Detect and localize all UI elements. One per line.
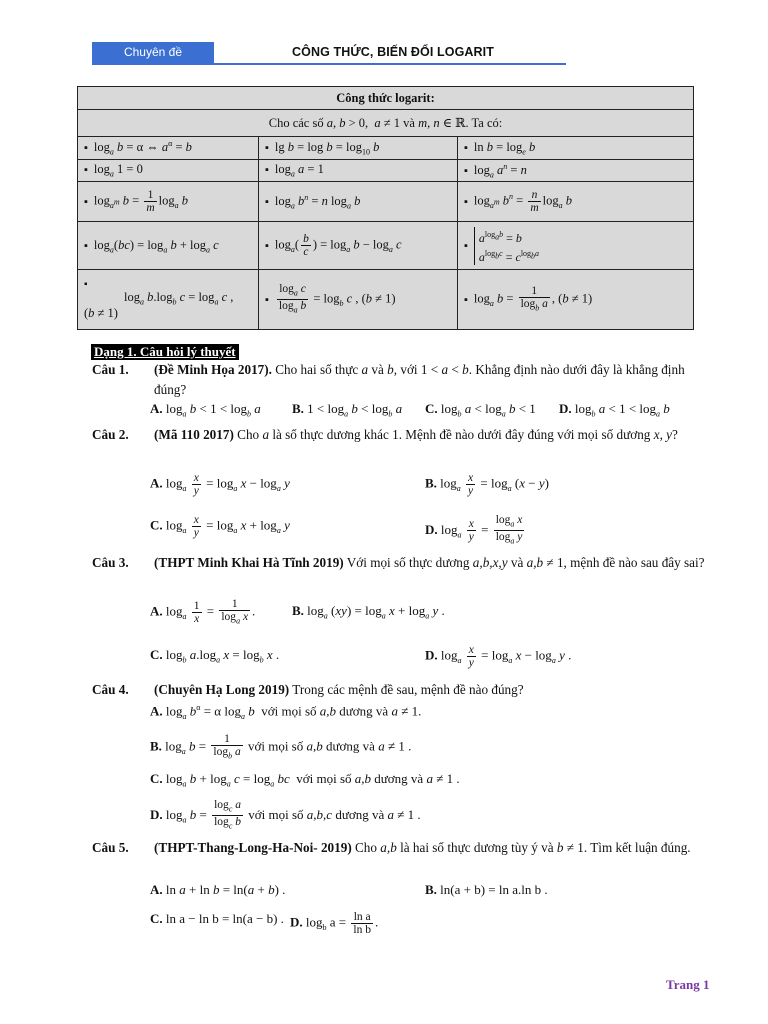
formula-cell: ▪ $\log_a$( $\frac{b}{c}$ ) = $\log_a b - \log_a c$ (259, 222, 458, 270)
question-number: Câu 3. (92, 555, 129, 570)
question-text: (THPT-Thang-Long-Ha-Noi- 2019) Cho a,b là hai số thực dương tùy ý và b ≠ 1. Tìm kết luận đúng. (154, 840, 691, 855)
option-a[interactable]: A. ln a + ln b = ln(a + b) . (150, 882, 286, 897)
page-number: Trang 1 (666, 977, 710, 992)
formula-cell: ▪ $\lg b = \log b = \log_{10} b$ (259, 137, 458, 160)
formula-cell: ▪ $\log_a 1 = 0$ (78, 159, 259, 182)
formula-cell: ▪ $\log_a b.\log_b$ $c = \log_a c$ , (b ≠ 1) (78, 270, 259, 330)
header-rule (92, 63, 566, 65)
formula-cell: ▪ $\ln b = \log_e b$ (458, 137, 694, 160)
option-d[interactable]: D. $\log_a b$ = $\frac{\log_c a}{\log_c b}$ với mọi số a,b,c dương và a ≠ 1 . (150, 799, 421, 831)
formula-cell: ▪ $\frac{\log_a c}{\log_a b}$ = $\log_b c$ , (b ≠ 1) (259, 270, 458, 330)
option-c[interactable]: C. $\log_b a.\log_a$ $x = \log_b x$ . (150, 647, 280, 665)
formula-cell: ▪ $\log_a b$ = $\frac{1}{\log_b a}$ , (b ≠ 1) (458, 270, 694, 330)
formula-cell: ▪ $\log_a a = 1$ (259, 159, 458, 182)
option-a[interactable]: A. $\log_a$ $\frac{1}{x}$ = $\frac{1}{\log_a x}$ . (150, 598, 256, 626)
page-title: CÔNG THỨC, BIẾN ĐỔI LOGARIT (292, 45, 494, 59)
question-text: (Đề Minh Họa 2017). Cho hai số thực a và b, với 1 < a < b. Khẳng định nào dưới đây là khẳng định đúng? (154, 362, 685, 397)
option-d[interactable]: D. $\log_a$ $\frac{x}{y}$ = $\log_a x - \log_a y$ . (425, 644, 572, 669)
topic-tag: Chuyên đề (92, 42, 214, 63)
formula-cell: ▪ $\log_{a^m} b^n$ = $\frac{n}{m}$ $\log_a b$ (458, 182, 694, 222)
question-number: Câu 4. (92, 682, 129, 697)
option-b[interactable]: B. $\log_a (xy) = \log_a x + \log_a y$ . (292, 603, 445, 621)
formula-cell: ▪ $\log_a(bc) = \log_a b + \log_a c$ (78, 222, 259, 270)
option-a[interactable]: A. $\log_a b^\alpha = \alpha$ $\log_a b$ với mọi số a,b dương và a ≠ 1. (150, 703, 422, 721)
formula-cell: ▪ $\log_{a^m} b$ = $\frac{1}{m}$ $\log_a b$ (78, 182, 259, 222)
question-number: Câu 1. (92, 362, 129, 377)
formula-cell: ▪ $\log_a a^n = n$ (458, 159, 694, 182)
option-b[interactable]: B. $\log_a b$ = $\frac{1}{\log_b a}$ với mọi số a,b dương và a ≠ 1 . (150, 733, 412, 761)
section-heading: Dạng 1. Câu hỏi lý thuyết (91, 344, 239, 360)
question-text: (Chuyên Hạ Long 2019) Trong các mệnh đề sau, mệnh đề nào đúng? (154, 682, 524, 697)
option-a[interactable]: A. $\log_a b < 1 < \log_b a$ (150, 401, 261, 419)
question-number: Câu 2. (92, 427, 129, 442)
option-d[interactable]: D. $\log_b a$ = $\frac{\text{ln a}}{\text{ln b}}$ . (290, 911, 379, 936)
question-text: (Mã 110 2017) Cho a là số thực dương khác 1. Mệnh đề nào dưới đây đúng với mọi số dương x, y? (154, 427, 678, 442)
option-c[interactable]: C. $\log_a b + \log_a c = \log_a$ bc với mọi số a,b dương và a ≠ 1 . (150, 771, 460, 789)
table-subtitle: Cho các số a, b > 0, a ≠ 1 và m, n ∈ ℝ. Ta có: (78, 110, 694, 137)
question-number: Câu 5. (92, 840, 129, 855)
option-b[interactable]: B. $1 < \log_a b < \log_b a$ (292, 401, 403, 419)
option-c[interactable]: C. ln a − ln b = ln(a − b) . (150, 911, 284, 926)
option-d[interactable]: D. $\log_a$ $\frac{x}{y}$ = $\frac{\log_a x}{\log_a y}$ (425, 514, 523, 546)
option-c[interactable]: C. $\log_a$ $\frac{x}{y}$ = $\log_a x + \log_a y$ (150, 514, 290, 539)
formula-cell: ▪ $\log_a b^n = n$ $\log_a b$ (259, 182, 458, 222)
formula-table (77, 86, 694, 330)
formula-cell: ▪ $\log_a b = \alpha$ ⇔ $a^\alpha = b$ (78, 137, 259, 160)
table-title: Công thức logarit: (78, 87, 694, 110)
option-b[interactable]: B. ln(a + b) = ln a.ln b . (425, 882, 548, 897)
question-text: (THPT Minh Khai Hà Tĩnh 2019) Với mọi số thực dương a,b,x,y và a,b ≠ 1, mệnh đề nào sau đây sai? (154, 555, 705, 570)
option-a[interactable]: A. $\log_a$ $\frac{x}{y}$ = $\log_a x - \log_a y$ (150, 472, 290, 497)
option-c[interactable]: C. $\log_b a < \log_a b < 1$ (425, 401, 536, 419)
option-b[interactable]: B. $\log_a$ $\frac{x}{y}$ = $\log_a (x - y)$ (425, 472, 549, 497)
option-d[interactable]: D. $\log_b a < 1 < \log_a b$ (559, 401, 670, 419)
formula-cell: ▪ $a^{log_ab} = b$ $a^{log_bc} = c^{log_ba}$ (458, 222, 694, 270)
